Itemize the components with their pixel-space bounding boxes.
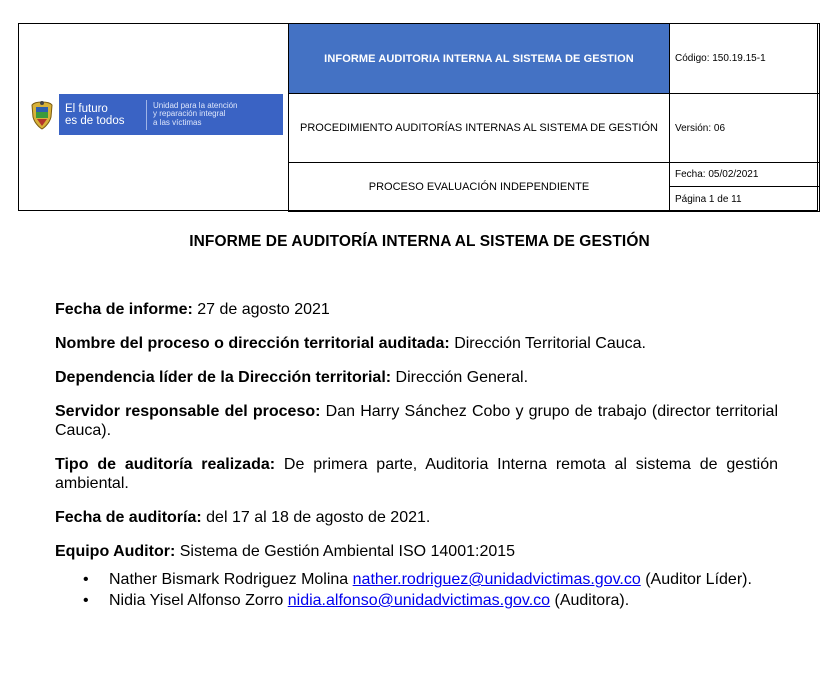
report-fields [55, 300, 778, 612]
header-title: INFORME AUDITORIA INTERNA AL SISTEMA DE GESTION [324, 52, 634, 65]
header-process: PROCESO EVALUACIÓN INDEPENDIENTE [368, 181, 590, 193]
logo-agency-line1: Unidad para la atención [153, 100, 238, 110]
field-responsible-servant [55, 402, 778, 440]
logo-slogan-line2: es de todos [65, 114, 125, 127]
header-code: Código: 150.19.15-1 [675, 53, 766, 64]
coat-of-arms-logo [25, 94, 59, 135]
bullet: • [83, 592, 89, 609]
header-version-cell [669, 93, 820, 163]
field-label: Equipo Auditor: [55, 543, 176, 560]
logo-slogan [59, 103, 144, 127]
field-label: Nombre del proceso o dirección territorial auditada: [55, 335, 450, 352]
field-label: Dependencia líder de la Dirección territorial: [55, 369, 392, 386]
field-value: Dirección General. [391, 369, 529, 386]
header-table [18, 23, 818, 211]
field-audit-team [55, 542, 778, 561]
field-label: Fecha de auditoría: [55, 509, 202, 526]
list-item [55, 591, 778, 610]
field-value: Dirección Territorial Cauca. [449, 335, 646, 352]
field-label: Servidor responsable del proceso: [55, 403, 321, 420]
header-page: Página 1 de 11 [675, 193, 742, 205]
field-audit-type [55, 455, 778, 493]
field-value: 27 de agosto 2021 [192, 301, 330, 318]
header-process-cell [288, 162, 670, 212]
logo-agency-line2: y reparación integral [153, 109, 226, 119]
field-label: Fecha de informe: [55, 301, 193, 318]
list-item [55, 570, 778, 589]
header-date: Fecha: 05/02/2021 [675, 169, 759, 180]
auditor-email-link[interactable]: nidia.alfonso@unidadvictimas.gov.co [287, 592, 551, 609]
auditor-role: (Auditor Líder). [640, 571, 752, 588]
field-value: Dan Harry Sánchez Cobo y grupo de trabajo (director territorial Cauca). [55, 403, 779, 439]
logo-divider [146, 100, 147, 130]
field-value: del 17 al 18 de agosto de 2021. [201, 509, 431, 526]
field-process-name [55, 334, 778, 353]
field-value: De primera parte, Auditoria Interna remota al sistema de gestión ambiental. [55, 456, 779, 492]
header-version: Versión: 06 [675, 122, 726, 134]
audit-team-list [55, 570, 778, 610]
logo-cell [18, 23, 289, 211]
header-date-cell [669, 162, 820, 187]
header-code-cell [669, 23, 820, 94]
field-report-date [55, 300, 778, 319]
header-procedure-cell [288, 93, 670, 163]
logo-banner [25, 94, 283, 135]
logo-agency-name [153, 102, 263, 128]
logo-agency-line3: a las víctimas [153, 117, 202, 127]
document-title: INFORME DE AUDITORÍA INTERNA AL SISTEMA DE GESTIÓN [189, 233, 650, 250]
auditor-name: Nather Bismark Rodriguez Molina [109, 571, 353, 588]
header-page-cell [669, 186, 820, 212]
auditor-email-link[interactable]: nather.rodriguez@unidadvictimas.gov.co [352, 571, 641, 588]
field-label: Tipo de auditoría realizada: [55, 456, 276, 473]
header-procedure: PROCEDIMIENTO AUDITORÍAS INTERNAS AL SISTEMA DE GESTIÓN [300, 122, 658, 134]
bullet: • [83, 571, 89, 588]
auditor-role: (Auditora). [550, 592, 630, 609]
auditor-name: Nidia Yisel Alfonso Zorro [109, 592, 288, 609]
field-audit-date [55, 508, 778, 527]
field-lead-dependency [55, 368, 778, 387]
header-title-cell [288, 23, 670, 94]
field-value: Sistema de Gestión Ambiental ISO 14001:2015 [175, 543, 516, 560]
logo-slogan-line1: El futuro [65, 102, 108, 115]
